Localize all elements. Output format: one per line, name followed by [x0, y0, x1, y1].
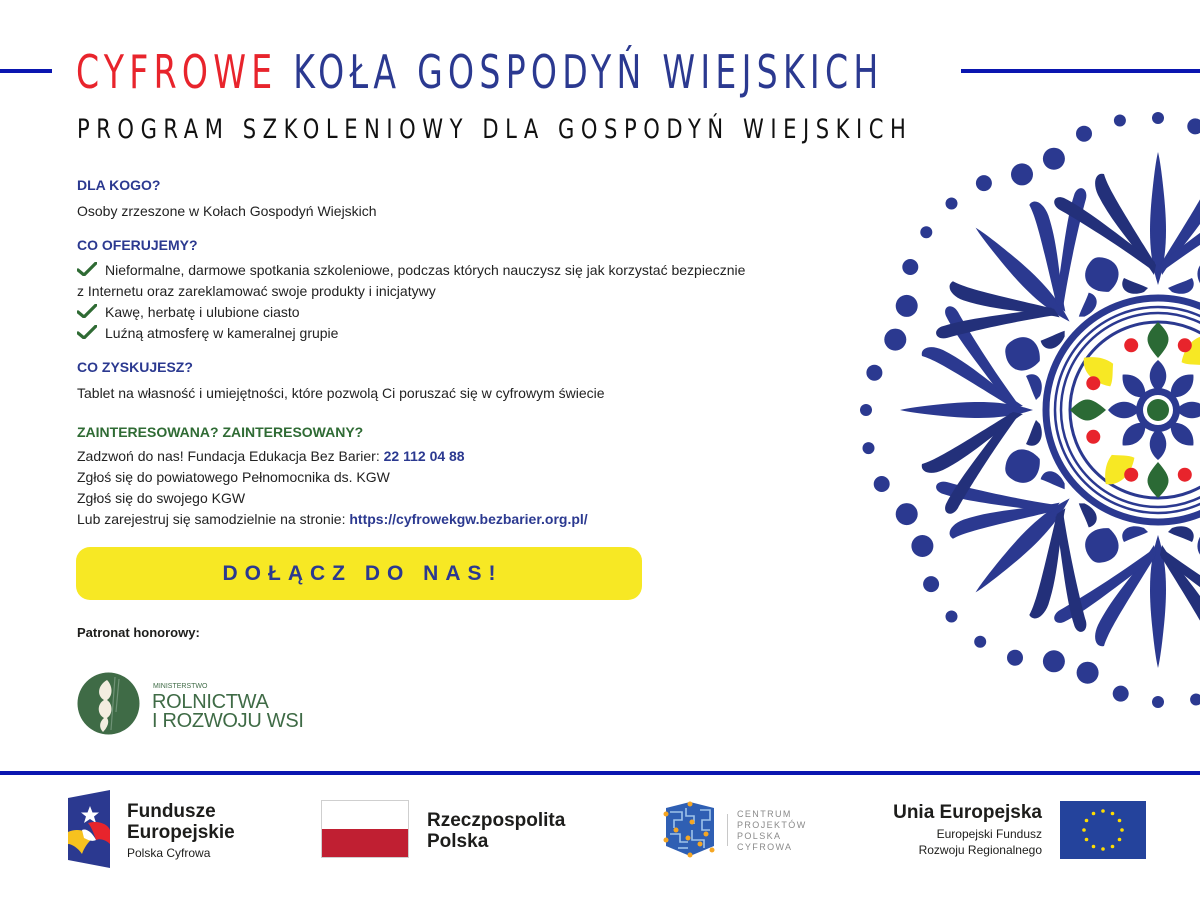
page-subtitle: PROGRAM SZKOLENIOWY DLA GOSPODYŃ WIEJSKICH — [77, 114, 913, 145]
offer-item — [77, 262, 745, 278]
page-title — [76, 44, 884, 100]
mandala-dot — [1007, 650, 1023, 666]
wheat-emblem-icon — [77, 672, 140, 735]
phone-number-link[interactable]: 22 112 04 88 — [383, 448, 465, 464]
checkmark-icon — [77, 262, 97, 276]
cppc-divider — [727, 814, 728, 846]
eu-line2: Rozwoju Regionalnego — [918, 843, 1042, 857]
mandala-lobe — [1191, 522, 1200, 569]
gain-heading: CO ZYSKUJESZ? — [77, 359, 193, 375]
cppc-line: CYFROWA — [737, 842, 793, 852]
mandala-dot — [920, 226, 932, 238]
mandala-dot — [1076, 126, 1092, 142]
footer-rule — [0, 771, 1200, 775]
join-us-button-label: DOŁĄCZ DO NAS! — [222, 561, 503, 585]
for-whom-heading: DLA KOGO? — [77, 177, 161, 193]
ministry-name-line1: ROLNICTWA — [152, 691, 269, 713]
mandala-dot — [1043, 148, 1065, 170]
rzeczpospolita-polska-logo — [321, 800, 581, 860]
eu-star-icon — [1120, 828, 1124, 832]
mandala-dot — [1077, 662, 1099, 684]
mandala-lobe — [1079, 522, 1124, 569]
mandala-dot — [866, 365, 882, 381]
mandala-dot — [896, 295, 918, 317]
rosette-red-dot — [1124, 468, 1138, 482]
patronage-label: Patronat honorowy: — [77, 625, 200, 640]
mandala-lobe — [1191, 252, 1200, 299]
offer-item — [77, 304, 300, 320]
mandala-lobe — [1079, 252, 1124, 299]
gain-text: Tablet na własność i umiejętności, które pozwolą Ci poruszać się w cyfrowym świecie — [77, 385, 605, 401]
eu-star-icon — [1118, 819, 1122, 823]
contact-phone-prefix: Zadzwoń do nas! Fundacja Edukacja Bez Barier: — [77, 448, 384, 464]
ministry-name-line2: I ROZWOJU WSI — [152, 710, 304, 732]
eu-star-icon — [1111, 845, 1115, 849]
mandala-dot — [1011, 163, 1033, 185]
mandala-dot — [976, 175, 992, 191]
cppc-line: CENTRUM — [737, 809, 792, 819]
cppc-emblem-icon — [660, 800, 716, 858]
ministry-small-label: MINISTERSTWO — [153, 683, 208, 690]
rosette-core-center — [1147, 399, 1169, 421]
eu-star-icon — [1118, 838, 1122, 842]
eu-title: Unia Europejska — [893, 802, 1042, 823]
cppc-line: PROJEKTÓW — [737, 820, 807, 830]
mandala-dot — [874, 476, 890, 492]
mandala-dot — [896, 503, 918, 525]
mandala-dot — [946, 198, 958, 210]
polish-flag-icon — [321, 800, 409, 858]
checkmark-icon — [77, 304, 97, 318]
contact-url-line — [77, 511, 588, 527]
title-highlight: CYFROWE — [76, 45, 278, 99]
rp-line2: Polska — [427, 831, 489, 852]
offer-item-continuation: z Internetu oraz zareklamować swoje produkty i inicjatywy — [77, 283, 436, 299]
mandala-lobe — [1000, 443, 1047, 488]
title-main: KOŁA GOSPODYŃ WIEJSKICH — [293, 45, 884, 99]
mandala-dot — [1152, 112, 1164, 124]
fe-title-line1: Fundusze — [127, 801, 216, 822]
contact-phone-line — [77, 448, 465, 464]
contact-line: Zgłoś się do powiatowego Pełnomocnika ds. KGW — [77, 469, 390, 485]
eu-star-icon — [1082, 828, 1086, 832]
offer-item-text: Kawę, herbatę i ulubione ciasto — [105, 304, 300, 320]
header-rule-left — [0, 69, 52, 73]
folk-mandala-decoration — [855, 110, 1200, 710]
eu-star-icon — [1092, 812, 1096, 816]
eu-star-icon — [1101, 847, 1105, 851]
mandala-dot — [884, 329, 906, 351]
checkmark-icon — [77, 325, 97, 339]
mandala-dot — [946, 611, 958, 623]
mandala-dot — [1187, 118, 1200, 134]
rosette-red-dot — [1178, 338, 1192, 352]
fe-subtitle: Polska Cyfrowa — [127, 846, 211, 860]
mandala-dot — [1113, 686, 1129, 702]
eu-flag-icon — [1060, 801, 1146, 859]
eu-star-icon — [1111, 812, 1115, 816]
mandala-dot — [1190, 694, 1200, 706]
mandala-dot — [1114, 115, 1126, 127]
ministry-logo — [77, 672, 304, 736]
offer-item — [77, 325, 338, 341]
offer-item-text: Nieformalne, darmowe spotkania szkoleniowe, podczas których nauczysz się jak korzystać bezpiecznie — [105, 262, 746, 278]
eu-star-icon — [1092, 845, 1096, 849]
offer-item-text: Luźną atmosferę w kameralnej grupie — [105, 325, 339, 341]
rosette-red-dot — [1086, 430, 1100, 444]
interested-heading: ZAINTERESOWANA? ZAINTERESOWANY? — [77, 424, 364, 440]
mandala-dot — [1043, 650, 1065, 672]
eu-star-icon — [1101, 809, 1105, 813]
mandala-dot — [923, 576, 939, 592]
mandala-dot — [863, 442, 875, 454]
fundusze-europejskie-logo — [68, 790, 258, 870]
mandala-dot — [1152, 696, 1164, 708]
offer-heading: CO OFERUJEMY? — [77, 237, 198, 253]
mandala-lobe — [1000, 331, 1047, 376]
contact-url-prefix: Lub zarejestruj się samodzielnie na stronie: — [77, 511, 350, 527]
eu-line1: Europejski Fundusz — [936, 827, 1042, 841]
mandala-dot — [860, 404, 872, 416]
mandala-dot — [902, 259, 918, 275]
registration-url-link[interactable]: https://cyfrowekgw.bezbarier.org.pl/ — [349, 511, 588, 527]
cppc-line: POLSKA — [737, 831, 782, 841]
unia-europejska-logo — [880, 800, 1150, 862]
rp-line1: Rzeczpospolita — [427, 810, 566, 831]
mandala-dot — [974, 636, 986, 648]
rosette-red-dot — [1124, 338, 1138, 352]
contact-line: Zgłoś się do swojego KGW — [77, 490, 246, 506]
cppc-logo — [660, 800, 820, 860]
mandala-dot — [911, 535, 933, 557]
header-rule-right — [961, 69, 1200, 73]
fe-emblem-icon — [68, 790, 112, 868]
for-whom-text: Osoby zrzeszone w Kołach Gospodyń Wiejskich — [77, 203, 377, 219]
fe-title-line2: Europejskie — [127, 822, 235, 843]
rosette-red-dot — [1086, 376, 1100, 390]
eu-star-icon — [1085, 838, 1089, 842]
join-us-button[interactable] — [76, 547, 642, 600]
rosette-red-dot — [1178, 468, 1192, 482]
eu-star-icon — [1085, 819, 1089, 823]
